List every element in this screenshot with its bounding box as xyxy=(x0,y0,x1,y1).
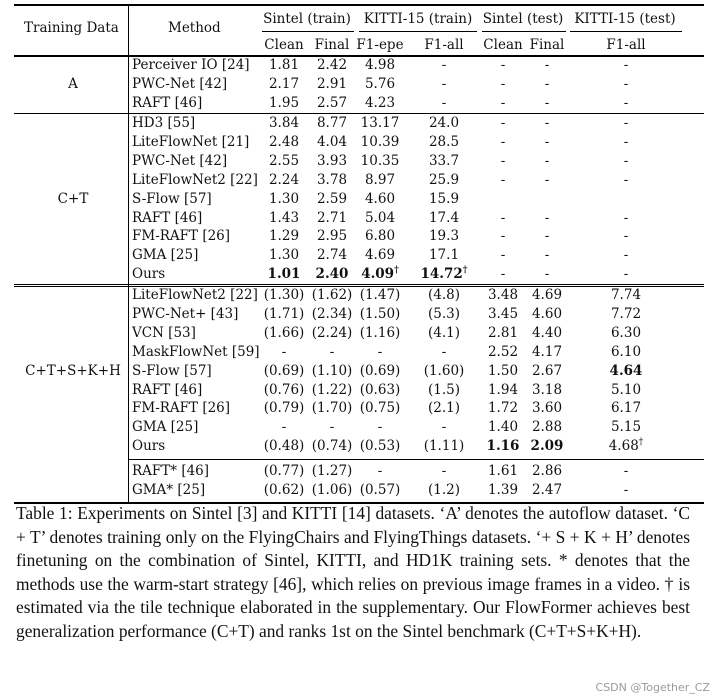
value-kitti-train-f1-all: (1.2) xyxy=(427,481,461,498)
value-sintel-train-clean: 2.24 xyxy=(268,171,300,188)
value-sintel-train-clean: 1.30 xyxy=(268,247,300,264)
value-sintel-train-clean: (0.76) xyxy=(263,381,305,398)
value-sintel-test-final: - xyxy=(544,115,550,131)
value-sintel-test-final: - xyxy=(544,133,550,150)
value-sintel-test-final: - xyxy=(544,152,550,169)
method-name: PWC-Net+ [43] xyxy=(132,305,239,322)
method-name: LiteFlowNet2 [22] xyxy=(132,287,258,303)
header-training-data: Training Data xyxy=(24,20,119,36)
value-sintel-test-clean: 1.39 xyxy=(487,481,519,498)
value-sintel-test-clean: - xyxy=(500,75,506,92)
value-sintel-train-clean: 3.84 xyxy=(268,115,300,131)
value-kitti-train-f1-epe: 6.80 xyxy=(364,228,396,245)
method-name: MaskFlowNet [59] xyxy=(132,343,260,360)
value-sintel-train-clean: 2.48 xyxy=(268,133,300,150)
value-kitti-train-f1-epe: (0.53) xyxy=(359,438,401,455)
value-kitti-test-f1-all: - xyxy=(623,228,629,245)
value-sintel-train-clean: (0.69) xyxy=(263,362,305,379)
method-name: HD3 [55] xyxy=(132,115,196,131)
value-kitti-train-f1-all: 28.5 xyxy=(428,133,460,150)
value-kitti-train-f1-epe: 4.98 xyxy=(364,57,396,73)
value-sintel-test-clean: 1.40 xyxy=(487,419,519,436)
value-kitti-train-f1-epe: 8.97 xyxy=(364,171,396,188)
value-sintel-test-clean: 3.48 xyxy=(487,287,519,303)
header-group-sintel-test: Sintel (test) xyxy=(482,11,564,27)
value-sintel-train-clean: (0.48) xyxy=(263,438,305,455)
value-kitti-train-f1-epe: (0.75) xyxy=(359,400,401,417)
value-sintel-test-final: 2.09 xyxy=(530,438,564,455)
value-kitti-train-f1-epe: (1.16) xyxy=(359,324,401,341)
value-kitti-test-f1-all: - xyxy=(623,75,629,92)
value-sintel-test-final: - xyxy=(544,171,550,188)
training-separator xyxy=(128,4,129,502)
value-sintel-train-final: (1.22) xyxy=(311,381,353,398)
value-sintel-train-final: - xyxy=(329,419,335,436)
value-sintel-train-final: 2.59 xyxy=(316,190,348,207)
value-kitti-train-f1-all: (1.5) xyxy=(427,381,461,398)
value-sintel-test-clean: 1.50 xyxy=(487,362,519,379)
value-sintel-train-clean: (1.30) xyxy=(263,287,305,303)
value-sintel-train-final: 2.57 xyxy=(316,94,348,111)
group-rule-kitti-train xyxy=(359,31,477,32)
value-kitti-train-f1-all: - xyxy=(441,75,447,92)
value-kitti-train-f1-all: 15.9 xyxy=(428,190,460,207)
value-kitti-test-f1-all: 4.68† xyxy=(608,437,644,455)
value-kitti-test-f1-all: 6.17 xyxy=(610,400,642,417)
subheader-kitti-train-f1-epe: F1-epe xyxy=(356,37,404,53)
value-kitti-train-f1-all: 14.72† xyxy=(420,265,468,283)
value-sintel-test-clean: - xyxy=(500,57,506,73)
value-kitti-train-f1-all: (1.11) xyxy=(423,438,465,455)
value-kitti-test-f1-all: - xyxy=(623,133,629,150)
value-sintel-test-clean: - xyxy=(500,133,506,150)
value-kitti-train-f1-epe: 4.69 xyxy=(364,247,396,264)
training-data-label: C+T+S+K+H xyxy=(25,363,121,380)
value-kitti-train-f1-all: - xyxy=(441,463,447,479)
value-sintel-train-clean: (0.62) xyxy=(263,481,305,498)
value-sintel-train-clean: 2.17 xyxy=(268,75,300,92)
method-name: GMA [25] xyxy=(132,247,199,264)
value-kitti-train-f1-epe: 13.17 xyxy=(360,115,400,131)
method-name: S-Flow [57] xyxy=(132,190,212,207)
value-sintel-train-final: (2.34) xyxy=(311,305,353,322)
value-sintel-train-final: (1.27) xyxy=(311,463,353,479)
group-rule-kitti-test xyxy=(570,31,682,32)
value-kitti-train-f1-epe: (0.63) xyxy=(359,381,401,398)
value-kitti-train-f1-epe: (1.47) xyxy=(359,287,401,303)
value-sintel-test-clean: - xyxy=(500,228,506,245)
value-sintel-test-final: 3.60 xyxy=(531,400,563,417)
value-sintel-train-final: (1.62) xyxy=(311,287,353,303)
value-sintel-test-clean: 2.52 xyxy=(487,343,519,360)
method-name: FM-RAFT [26] xyxy=(132,228,231,245)
group-rule-sintel-train xyxy=(262,31,354,32)
value-sintel-train-final: 2.40 xyxy=(315,266,349,283)
value-kitti-test-f1-all: - xyxy=(623,247,629,264)
value-kitti-test-f1-all: - xyxy=(623,266,629,283)
subheader-sintel-train-clean: Clean xyxy=(264,37,304,53)
value-sintel-test-clean: 1.72 xyxy=(487,400,519,417)
value-sintel-test-final: 2.88 xyxy=(531,419,563,436)
value-sintel-test-final: 3.18 xyxy=(531,381,563,398)
value-kitti-train-f1-epe: 5.04 xyxy=(364,209,396,226)
method-name: Ours xyxy=(132,438,166,455)
value-sintel-test-clean: - xyxy=(500,247,506,264)
subheader-kitti-test-f1-all: F1-all xyxy=(606,37,646,53)
method-name: Perceiver IO [24] xyxy=(132,57,250,73)
value-sintel-train-final: 8.77 xyxy=(316,115,348,131)
value-kitti-train-f1-all: 33.7 xyxy=(428,152,460,169)
value-sintel-train-final: - xyxy=(329,343,335,360)
method-name: LiteFlowNet [21] xyxy=(132,133,250,150)
value-kitti-train-f1-all: - xyxy=(441,343,447,360)
value-sintel-test-clean: - xyxy=(500,266,506,283)
value-kitti-train-f1-epe: 10.39 xyxy=(360,133,400,150)
method-name: PWC-Net [42] xyxy=(132,152,228,169)
value-sintel-train-final: 2.95 xyxy=(316,228,348,245)
value-kitti-test-f1-all: - xyxy=(623,152,629,169)
section-rule-1 xyxy=(14,113,704,114)
value-kitti-test-f1-all: 6.10 xyxy=(610,343,642,360)
header-group-kitti-test: KITTI-15 (test) xyxy=(574,11,676,27)
value-kitti-train-f1-epe: 10.35 xyxy=(360,152,400,169)
dagger-mark: † xyxy=(638,437,644,448)
subheader-kitti-train-f1-all: F1-all xyxy=(424,37,464,53)
value-sintel-train-final: (2.24) xyxy=(311,324,353,341)
value-sintel-test-final: 2.67 xyxy=(531,362,563,379)
value-sintel-test-clean: - xyxy=(500,94,506,111)
value-sintel-train-clean: 1.95 xyxy=(268,94,300,111)
method-name: RAFT [46] xyxy=(132,94,203,111)
value-kitti-train-f1-all: - xyxy=(441,57,447,73)
value-sintel-test-clean: 1.94 xyxy=(487,381,519,398)
value-sintel-train-clean: 2.55 xyxy=(268,152,300,169)
value-sintel-test-clean: - xyxy=(500,209,506,226)
value-kitti-train-f1-epe: - xyxy=(377,463,383,479)
value-kitti-test-f1-all: - xyxy=(623,57,629,73)
value-kitti-train-f1-all: (4.8) xyxy=(427,287,461,303)
value-kitti-train-f1-epe: (0.57) xyxy=(359,481,401,498)
header-group-kitti-train: KITTI-15 (train) xyxy=(363,11,473,27)
method-name: GMA* [25] xyxy=(132,481,206,498)
value-sintel-train-clean: 1.81 xyxy=(268,57,300,73)
training-data-label: A xyxy=(68,76,78,93)
dagger-mark: † xyxy=(394,265,399,276)
value-kitti-train-f1-all: (4.1) xyxy=(427,324,461,341)
dagger-mark: † xyxy=(462,265,468,276)
value-sintel-test-final: 2.47 xyxy=(531,481,563,498)
method-name: Ours xyxy=(132,266,166,283)
value-kitti-train-f1-epe: 5.76 xyxy=(364,75,396,92)
top-rule xyxy=(14,4,704,6)
value-kitti-train-f1-epe: 4.60 xyxy=(364,190,396,207)
value-sintel-train-final: (1.10) xyxy=(311,362,353,379)
value-kitti-train-f1-all: (5.3) xyxy=(427,305,461,322)
value-sintel-train-final: (0.74) xyxy=(311,438,353,455)
value-sintel-train-clean: (0.77) xyxy=(263,463,305,479)
value-kitti-train-f1-all: 19.3 xyxy=(428,228,460,245)
value-kitti-train-f1-all: - xyxy=(441,419,447,436)
value-kitti-train-f1-all: (1.60) xyxy=(423,362,465,379)
value-kitti-train-f1-all: (2.1) xyxy=(427,400,461,417)
value-kitti-train-f1-all: 17.1 xyxy=(428,247,460,264)
value-sintel-train-final: 4.04 xyxy=(316,133,348,150)
value-sintel-test-final: - xyxy=(544,228,550,245)
method-name: RAFT [46] xyxy=(132,209,203,226)
value-kitti-train-f1-epe: - xyxy=(377,419,383,436)
training-data-label: C+T xyxy=(57,191,89,208)
value-kitti-test-f1-all: - xyxy=(623,481,629,498)
value-kitti-train-f1-all: 25.9 xyxy=(428,171,460,188)
value-sintel-train-clean: - xyxy=(281,343,287,360)
value-kitti-test-f1-all: 4.64 xyxy=(609,362,643,379)
value-sintel-train-final: 2.91 xyxy=(316,75,348,92)
value-sintel-train-clean: (1.71) xyxy=(263,305,305,322)
header-group-sintel-train: Sintel (train) xyxy=(263,11,351,27)
value-kitti-test-f1-all: 6.30 xyxy=(610,324,642,341)
value-sintel-test-final: - xyxy=(544,247,550,264)
value-sintel-test-final: 2.86 xyxy=(531,463,563,479)
value-sintel-train-clean: 1.29 xyxy=(268,228,300,245)
value-kitti-train-f1-all: 24.0 xyxy=(428,115,460,131)
subheader-sintel-test-final: Final xyxy=(529,37,565,53)
value-sintel-train-final: (1.70) xyxy=(311,400,353,417)
value-sintel-train-clean: (1.66) xyxy=(263,324,305,341)
value-sintel-train-final: 2.71 xyxy=(316,209,348,226)
value-sintel-test-final: 4.69 xyxy=(531,287,563,303)
value-sintel-train-clean: 1.30 xyxy=(268,190,300,207)
value-kitti-train-f1-epe: 4.09† xyxy=(361,265,399,283)
method-name: RAFT* [46] xyxy=(132,463,210,479)
value-sintel-train-final: 3.93 xyxy=(316,152,348,169)
section-rule-3 xyxy=(128,459,704,460)
value-kitti-test-f1-all: - xyxy=(623,209,629,226)
value-sintel-train-final: (1.06) xyxy=(311,481,353,498)
method-name: FM-RAFT [26] xyxy=(132,400,231,417)
value-sintel-test-clean: 2.81 xyxy=(487,324,519,341)
value-sintel-test-final: - xyxy=(544,266,550,283)
value-sintel-test-clean: - xyxy=(500,171,506,188)
value-sintel-test-final: - xyxy=(544,94,550,111)
value-sintel-test-clean: 3.45 xyxy=(487,305,519,322)
value-sintel-test-clean: 1.61 xyxy=(487,463,519,479)
value-sintel-test-final: 4.40 xyxy=(531,324,563,341)
method-name: LiteFlowNet2 [22] xyxy=(132,171,258,188)
method-name: GMA [25] xyxy=(132,419,199,436)
method-name: RAFT [46] xyxy=(132,381,203,398)
value-kitti-train-f1-epe: (1.50) xyxy=(359,305,401,322)
value-kitti-test-f1-all: - xyxy=(623,463,629,479)
value-sintel-train-final: 3.78 xyxy=(316,171,348,188)
header-rule xyxy=(14,55,704,57)
value-kitti-test-f1-all: - xyxy=(623,171,629,188)
value-kitti-test-f1-all: 7.72 xyxy=(610,305,642,322)
value-sintel-train-clean: (0.79) xyxy=(263,400,305,417)
value-sintel-test-final: - xyxy=(544,75,550,92)
value-sintel-train-final: 2.74 xyxy=(316,247,348,264)
subheader-sintel-test-clean: Clean xyxy=(483,37,523,53)
value-sintel-test-clean: 1.16 xyxy=(486,438,520,455)
value-kitti-test-f1-all: 5.10 xyxy=(610,381,642,398)
value-kitti-train-f1-epe: 4.23 xyxy=(364,94,396,111)
value-sintel-test-clean: - xyxy=(500,152,506,169)
value-sintel-train-clean: 1.01 xyxy=(267,266,301,283)
table-caption: Table 1: Experiments on Sintel [3] and KITTI [14] datasets. ‘A’ denotes the autoflow dataset. ‘C + T’ denotes training only on the FlyingChairs and FlyingThings datasets. ‘+ S + K + H’ denotes finetuning on the combination of Sintel, KITTI, and HD1K training sets. * denotes that the methods use the warm-start strategy [46], which relies on previous image frames in a video. † is estimated via the tile technique elaborated in the supplementary. Our FlowFormer achieves best generalization performance (C+T) and ranks 1st on the Sintel benchmark (C+T+S+K+H). xyxy=(16,503,690,641)
value-kitti-train-f1-epe: (0.69) xyxy=(359,362,401,379)
subheader-sintel-train-final: Final xyxy=(314,37,350,53)
method-name: S-Flow [57] xyxy=(132,362,212,379)
value-kitti-train-f1-all: - xyxy=(441,94,447,111)
value-sintel-test-clean: - xyxy=(500,115,506,131)
value-sintel-train-clean: - xyxy=(281,419,287,436)
method-name: PWC-Net [42] xyxy=(132,75,228,92)
value-sintel-test-final: 4.17 xyxy=(531,343,563,360)
group-rule-sintel-test xyxy=(482,31,566,32)
value-kitti-test-f1-all: - xyxy=(623,94,629,111)
value-sintel-test-final: - xyxy=(544,57,550,73)
value-kitti-train-f1-epe: - xyxy=(377,343,383,360)
value-sintel-test-final: - xyxy=(544,209,550,226)
value-kitti-test-f1-all: - xyxy=(623,115,629,131)
value-kitti-test-f1-all: 5.15 xyxy=(610,419,642,436)
value-sintel-train-final: 2.42 xyxy=(316,57,348,73)
value-sintel-test-final: 4.60 xyxy=(531,305,563,322)
value-sintel-train-clean: 1.43 xyxy=(268,209,300,226)
value-kitti-train-f1-all: 17.4 xyxy=(428,209,460,226)
value-kitti-test-f1-all: 7.74 xyxy=(610,287,642,303)
method-name: VCN [53] xyxy=(132,324,196,341)
watermark: CSDN @Together_CZ xyxy=(595,681,710,694)
header-method: Method xyxy=(168,20,221,36)
